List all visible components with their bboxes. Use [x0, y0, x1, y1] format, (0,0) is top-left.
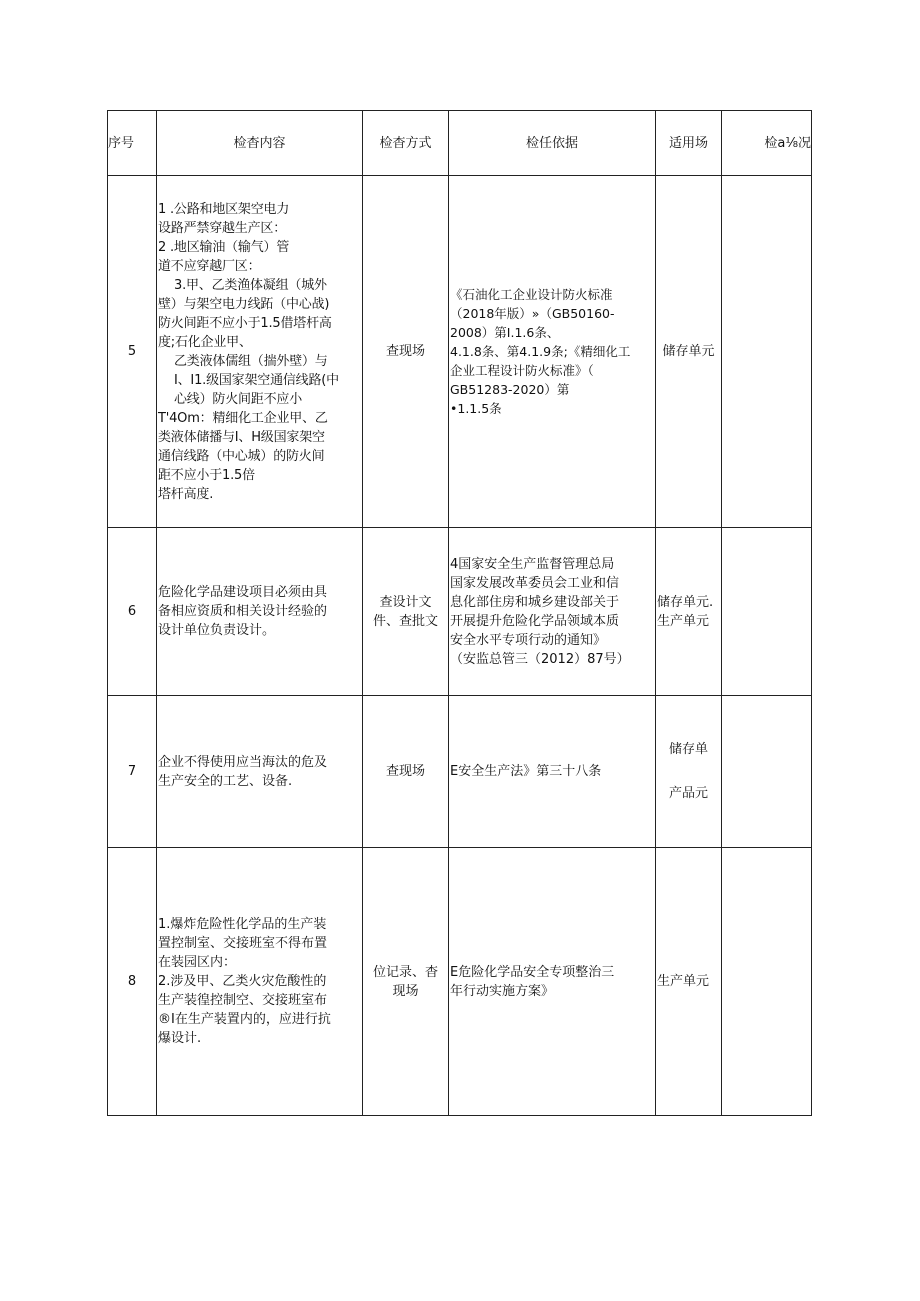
basis-line: 2008）第I.1.6条、: [450, 325, 560, 340]
method-line: 位记录、杳: [372, 964, 438, 980]
content-line: 心线）防火间距不应小: [174, 391, 303, 407]
content-line: 1.爆炸危险性化学品的生产装: [158, 917, 327, 932]
basis-line: GB51283-2020）第: [450, 382, 570, 397]
content-line: 乙类液体儒组（揣外壁）与: [174, 353, 328, 369]
content-line: 防火间距不应小于1.5借塔杆高: [158, 315, 332, 331]
header-content: 检杳内容: [157, 111, 363, 176]
row-result: [722, 528, 812, 696]
basis-line: （安监总管三（2012）87号）: [450, 651, 630, 667]
method-line: 现场: [392, 983, 419, 999]
row-result: [722, 696, 812, 848]
basis-line: 国家发展改革委员会工业和信: [450, 575, 620, 591]
row-content: [157, 696, 363, 848]
row-result: [722, 176, 812, 528]
content-line: 通信线路（中心城）的防火间: [158, 448, 325, 464]
row-seq: 7: [108, 696, 157, 848]
content-line: 2 .地区输油（输气）管: [158, 239, 290, 255]
content-line: 备相应资质和相关设计经验的: [158, 604, 328, 619]
content-line: 爆设计.: [158, 1031, 202, 1046]
row-basis: [449, 696, 656, 848]
content-line: 类液体储播与I、H级国家架空: [158, 429, 325, 445]
scope-line: 产品元: [668, 785, 708, 801]
content-line: 度;石化企业甲、: [158, 334, 252, 350]
basis-line: 4国家安全生产监督管理总局: [450, 556, 615, 572]
basis-line: 年行动实施方案》: [450, 983, 555, 999]
table-row: [108, 696, 812, 848]
header-row: [108, 111, 812, 176]
header-seq: 序号: [108, 111, 157, 176]
content-line: 在装园区内：: [158, 955, 237, 970]
basis-line: E危险化学品安全专项整治三: [450, 964, 615, 980]
content-line: 设计单位负责设计。: [158, 623, 276, 638]
content-line: 道不应穿越厂区：: [158, 258, 261, 274]
method-line: 查现场: [385, 344, 425, 359]
basis-line: •1.1.5条: [450, 401, 502, 416]
content-line: 企业不得使用应当海汰的危及: [158, 754, 328, 770]
content-line: 2.涉及甲、乙类火灾危酸性的: [158, 974, 327, 989]
content-line: 生产装徨控制空、交接班室布: [158, 993, 328, 1008]
basis-line: E安全生产法》第三十八条: [450, 764, 602, 779]
row-result: [722, 848, 812, 1116]
content-line: 置控制室、交接班室不得布置: [158, 936, 328, 951]
row-seq: 5: [108, 176, 157, 528]
basis-line: 《石油化工企业设计防火标准: [450, 287, 613, 302]
scope-line: 储存单元: [662, 344, 715, 359]
scope-line: 生产单元: [657, 974, 710, 989]
content-line: 距不应小于1.5倍: [158, 467, 255, 483]
content-line: 塔杆高度.: [158, 486, 214, 502]
row-scope: [656, 176, 722, 528]
basis-line: 企业工程设计防火标准》（: [450, 363, 594, 378]
method-line: 查设计文: [379, 594, 432, 610]
row-content: [157, 848, 363, 1116]
content-line: 3.甲、乙类渔体凝组（城外: [174, 277, 327, 293]
row-basis: [449, 528, 656, 696]
basis-line: 4.1.8条、第4.1.9条;《精细化工: [450, 344, 631, 359]
basis-line: 安全水平专项行动的通知》: [450, 632, 607, 648]
row-content: [157, 176, 363, 528]
scope-line: 储存单: [668, 741, 708, 757]
row-method: [363, 696, 449, 848]
content-line: I、I1.级国家架空通信线路(中: [174, 372, 339, 388]
content-line: 危险化学品建设项目必须由具: [158, 585, 328, 600]
header-method: 检杳方式: [363, 111, 449, 176]
row-method: [363, 848, 449, 1116]
table-row: [108, 176, 812, 528]
scope-line: 生产单元: [657, 613, 710, 629]
row-scope: [656, 848, 722, 1116]
table-row: [108, 848, 812, 1116]
header-result: 检a⅛况: [722, 111, 812, 176]
row-method: [363, 528, 449, 696]
row-content: [157, 528, 363, 696]
content-line: ®I在生产装置内的，应进行抗: [158, 1012, 331, 1027]
content-line: 1 .公路和地区架空电力: [158, 201, 290, 217]
row-method: [363, 176, 449, 528]
row-basis: [449, 176, 656, 528]
basis-line: 开展提升危险化学品领域本质: [450, 613, 620, 629]
content-line: 设路严禁穿越生产区：: [158, 220, 287, 236]
table-row: [108, 528, 812, 696]
header-scope: 适用场: [656, 111, 722, 176]
content-line: 生产安全的工艺、设备.: [158, 773, 293, 789]
method-line: 件、查批文: [372, 613, 438, 629]
row-basis: [449, 848, 656, 1116]
scope-line: 储存单元.: [657, 594, 714, 610]
row-seq: 6: [108, 528, 157, 696]
content-line: 壁）与架空电力线跖（中心战): [158, 296, 330, 312]
inspection-table: [107, 110, 812, 1116]
basis-line: 息化部住房和城乡建设部关于: [450, 594, 620, 610]
method-line: 查现场: [385, 764, 425, 779]
basis-line: （2018年版）»（GB50160-: [450, 306, 615, 321]
row-scope: [656, 696, 722, 848]
row-seq: 8: [108, 848, 157, 1116]
header-basis: 检任依据: [449, 111, 656, 176]
content-line: T'4Om：精细化工企业甲、乙: [158, 410, 328, 426]
row-scope: [656, 528, 722, 696]
